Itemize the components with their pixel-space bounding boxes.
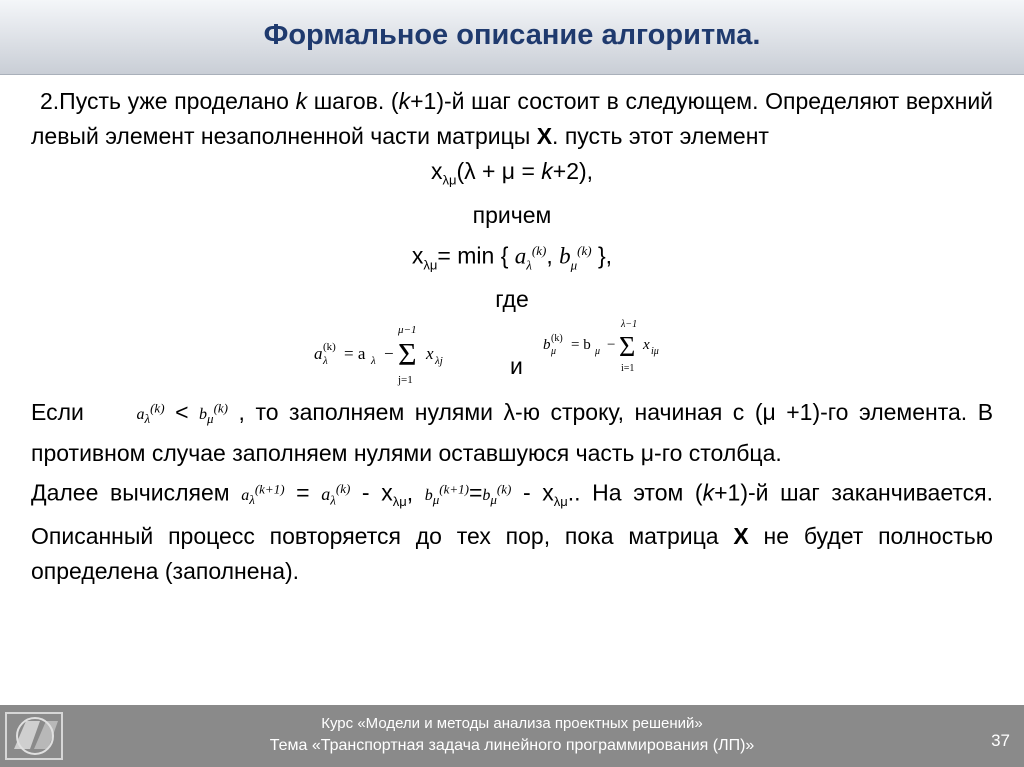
svg-text:j=1: j=1	[398, 373, 413, 386]
svg-text:a: a	[314, 343, 323, 363]
word-prichem: причем	[472, 201, 552, 228]
paragraph-step2	[31, 84, 993, 154]
formula-a	[314, 319, 524, 389]
text: +1)-й шаг состоит в следующем. Определяют верхний левый элемент незаполненной части матрицы	[31, 88, 994, 149]
b-k1-mu: $b_\mu^{(k+1)}$	[424, 481, 469, 508]
course-line: Курс «Модели и методы анализа проектных решений»	[321, 715, 703, 732]
svg-text:μ: μ	[551, 345, 557, 357]
less-than: <	[175, 398, 189, 425]
svg-text:μ: μ	[595, 345, 601, 357]
paragraph-next: Далее вычисляем $a_\lambda^{(k+1)} = a_\lambda^{(k)} - x_{\lambda\mu}$, $b_\mu^{(k+1)}=b_\mu^{(k)} - x_{\lambda\mu}$.. На этом (k+1)-й шаг заканчивается. Описанный процесс повторяется до тех пор, пока матрица X не будет полностью определена (заполнена).	[31, 479, 993, 585]
title-bar	[0, 0, 1024, 75]
text: не будет полностью определена (заполнена).	[31, 523, 993, 585]
b-k-mu: $b_\mu^{(k)}$	[199, 400, 228, 427]
svg-text:λj: λj	[435, 354, 443, 367]
svg-text:λ: λ	[371, 354, 376, 367]
text: шагов. (	[307, 88, 399, 114]
equals: =	[296, 479, 310, 506]
svg-text:Σ: Σ	[619, 331, 636, 363]
svg-text:−: −	[384, 343, 394, 363]
svg-text:iμ: iμ	[651, 345, 659, 357]
svg-text:λ−1: λ−1	[621, 318, 638, 330]
b-k-mu: $b_\mu^{(k)}$	[482, 481, 512, 508]
text: Если	[31, 398, 84, 425]
svg-text:= b: = b	[571, 336, 591, 353]
text: 2.Пусть уже проделано	[40, 88, 296, 114]
text: +1)-й шаг заканчивается. Описанный процесс повторяется до тех пор, пока матрица	[31, 479, 993, 550]
svg-text:Σ: Σ	[398, 335, 417, 372]
footer	[0, 705, 1024, 767]
var-k: k	[702, 479, 715, 506]
a-k-lambda: $a_\lambda^{(k)}$	[321, 481, 351, 508]
svg-text:−: −	[607, 336, 616, 353]
svg-text:i=1: i=1	[621, 362, 635, 374]
word-i: и	[510, 352, 523, 379]
formula-b	[543, 319, 743, 389]
text: . пусть этот элемент	[552, 123, 769, 149]
matrix-x: X	[536, 123, 553, 149]
equation-1: $x_{\lambda\mu}(\lambda + \mu = k+2)$,	[430, 158, 594, 188]
svg-text:x: x	[426, 343, 434, 363]
paragraph-if	[31, 391, 993, 472]
a-k1-lambda: $a_\lambda^{(k+1)}$	[241, 481, 285, 508]
equation-2: $x_{\lambda\mu}= \min$ { $a_\lambda^{(k)}$, $b_\mu^{(k)}$ },	[411, 242, 613, 272]
svg-text:(k): (k)	[551, 332, 563, 344]
slide-title: Формальное описание алгоритма.	[263, 19, 761, 51]
text: . На этом (	[574, 479, 703, 506]
text: Далее вычисляем	[31, 479, 230, 506]
word-gde: где	[495, 285, 529, 312]
text: , то заполняем нулями λ-ю строку, начиная с (μ +1)-го элемента. В противном случае заполняем нулями оставшуюся часть μ-го столбца.	[31, 398, 994, 467]
formula-row	[31, 319, 993, 389]
a-k-lambda: $a_\lambda^{(k)}$	[136, 400, 165, 427]
svg-text:(k): (k)	[323, 340, 336, 353]
svg-text:λ: λ	[323, 354, 328, 367]
svg-text:= a: = a	[344, 343, 366, 363]
svg-text:μ−1: μ−1	[398, 323, 417, 336]
page-number: 37	[991, 731, 1010, 750]
var-k: k	[398, 88, 411, 114]
topic-line: Тема «Транспортная задача линейного программирования (ЛП)»	[269, 737, 755, 754]
matrix-x: X	[733, 523, 749, 550]
slide-content	[31, 84, 993, 589]
var-k: k	[295, 88, 308, 114]
svg-text:x: x	[643, 336, 650, 353]
svg-text:b: b	[543, 336, 551, 353]
